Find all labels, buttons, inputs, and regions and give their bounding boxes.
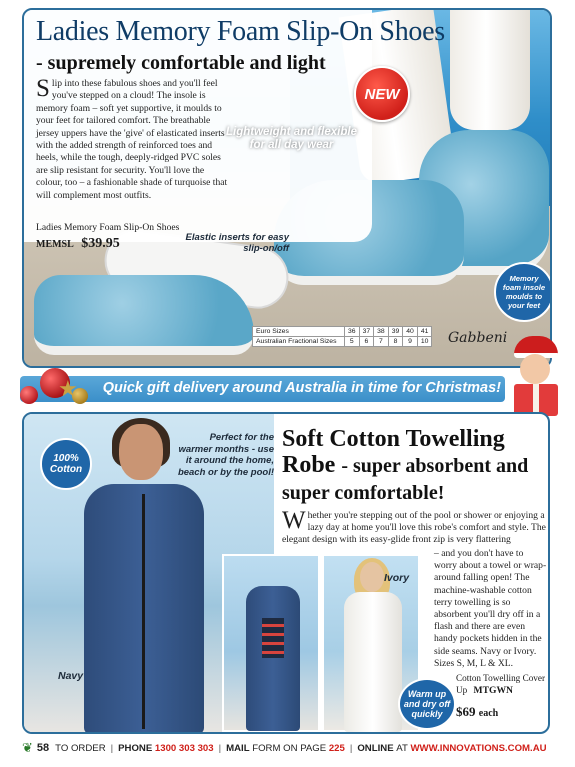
model-leg — [450, 10, 530, 130]
robe-photo-navy-open — [222, 554, 320, 732]
page-number: 58 — [36, 742, 50, 754]
drop-cap: S — [36, 75, 50, 102]
robe-zip — [142, 494, 145, 729]
description-text: hether you're stepping out of the pool or shower or enjoying a lazy day at home you'll love this robe's comfort and style. The elegant design with its easy-glide front zip is very flattering — [282, 510, 546, 546]
model-head — [360, 562, 384, 592]
product-code: MTGWN — [473, 685, 513, 696]
cotton-badge: 100% Cotton — [40, 438, 92, 490]
price-value: $69 — [456, 704, 476, 719]
product-title: Ladies Memory Foam Slip-On Shoes — [36, 16, 445, 47]
product-price: $39.95 — [81, 236, 120, 251]
size-cell: 5 — [345, 337, 360, 347]
size-cell: 41 — [417, 327, 432, 337]
swimsuit — [262, 618, 284, 658]
brand-logo: Gabbeni — [448, 330, 508, 346]
order-footer — [22, 739, 562, 757]
bauble-icon — [20, 386, 38, 404]
new-badge: NEW — [354, 66, 410, 122]
feature-callout: Perfect for the warmer months - use it around the home, beach or by the pool! — [177, 432, 274, 478]
size-cell: 9 — [403, 337, 418, 347]
size-cell: 36 — [345, 327, 360, 337]
description-text: lip into these fabulous shoes and you'll feel you've stepped on a cloud! The insole is memory foam – soft yet supportive, it moulds to your feet for tailored comfort. The breathable jersey uppers have the 'give' of elasticated inserts with the added strength of reinforced toes and heels, while the tough, deeply-ridged PVC soles are slip resistant for security. You'll love the colour, too – a fashionable shade of turquoise that will complement most outfits. — [36, 78, 228, 201]
feature-callout: Elastic inserts for easy slip-on/off — [185, 232, 289, 254]
size-row-label: Euro Sizes — [253, 327, 345, 337]
order-label: TO ORDER — [55, 742, 106, 754]
size-row-euro — [253, 327, 432, 337]
size-cell: 7 — [374, 337, 389, 347]
product-subtitle: - supremely comfortable and light — [36, 52, 326, 74]
size-row-label: Australian Fractional Sizes — [253, 337, 345, 347]
warm-up-badge: Warm up and dry off quickly — [398, 678, 456, 730]
star-icon: ★ — [58, 376, 78, 401]
product-name — [456, 672, 548, 697]
product-name: Ladies Memory Foam Slip-On Shoes — [36, 222, 180, 233]
online-label: ONLINE — [357, 742, 394, 754]
model-robe-navy — [246, 586, 300, 731]
price-row — [36, 236, 120, 252]
separator: | — [218, 742, 222, 754]
banner-text: Quick gift delivery around Australia in time for Christmas! — [102, 380, 501, 396]
model-head — [119, 424, 163, 480]
size-cell: 8 — [388, 337, 403, 347]
product-price — [456, 704, 498, 720]
phone-number[interactable]: 1300 303 303 — [154, 742, 214, 754]
size-cell: 40 — [403, 327, 418, 337]
santa-girl-image — [508, 336, 562, 418]
colour-label-navy: Navy — [58, 670, 84, 682]
mail-text: FORM ON PAGE — [252, 742, 327, 754]
product-description-continued: – and you don't have to worry about a towel or wrap-around falling open! The machine-washable cotton terry towelling is so absorbent you'll dry off in a flash and there are even handy pockets hidden in the side seams. Navy or Ivory. Sizes S, M, L & XL. — [434, 548, 547, 669]
shoes-panel — [22, 8, 552, 368]
memory-foam-badge: Memory foam insole moulds to your feet — [494, 262, 552, 322]
mail-page: 225 — [328, 742, 345, 754]
size-cell: 38 — [374, 327, 389, 337]
colour-label-ivory: Ivory — [384, 572, 410, 584]
size-cell: 10 — [417, 337, 432, 347]
robe-panel — [22, 412, 550, 734]
drop-cap: W — [282, 507, 306, 534]
price-suffix: each — [478, 708, 499, 719]
phone-label: PHONE — [118, 742, 153, 754]
shoe-image — [34, 275, 254, 355]
product-name-text: Cotton Towelling Cover Up — [456, 673, 546, 695]
size-cell: 6 — [359, 337, 374, 347]
product-description — [282, 507, 546, 547]
product-title — [282, 426, 544, 506]
separator: | — [349, 742, 353, 754]
product-title-main: Soft Cotton Towelling Robe — [282, 426, 505, 478]
product-subtitle: - super absorbent and super comfortable! — [282, 455, 529, 504]
website-link[interactable]: WWW.INNOVATIONS.COM.AU — [410, 742, 547, 754]
santa-face — [520, 354, 550, 384]
online-text: AT — [396, 742, 408, 754]
mail-label: MAIL — [226, 742, 250, 754]
product-code: MEMSL — [36, 239, 74, 250]
separator: | — [110, 742, 114, 754]
product-description — [36, 75, 231, 202]
size-cell: 37 — [359, 327, 374, 337]
size-chart — [252, 326, 432, 347]
size-cell: 39 — [388, 327, 403, 337]
model-robe-ivory — [344, 592, 402, 732]
feature-callout: Lightweight and flexible for all day wear — [226, 126, 357, 151]
holly-icon: ❦ — [22, 740, 33, 755]
size-row-au — [253, 337, 432, 347]
